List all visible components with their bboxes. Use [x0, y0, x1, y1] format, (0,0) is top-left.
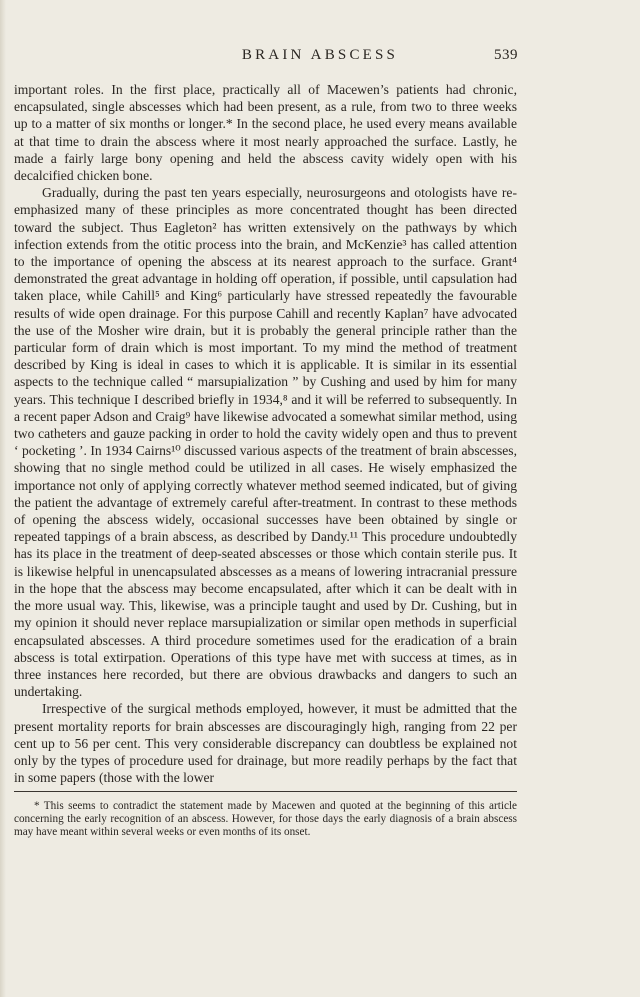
footnote-rule	[14, 791, 517, 792]
running-head	[0, 47, 640, 69]
page-spine-shadow	[0, 0, 6, 997]
paragraph-1: important roles. In the first place, practically all of Macewen’s patients had chronic, encapsulated, single abscesses which had been present, as a rule, from two to three weeks up to a matter of six months or longer.* In the second place, he used every means available at that time to drain the abscess where it most nearly approached the surface. Lastly, he made a fairly large bony opening and held the abscess cavity widely open with his decalcified chicken bone.	[14, 82, 517, 184]
body-text	[14, 81, 517, 786]
footnote: * This seems to contradict the statement made by Macewen and quoted at the beginning of this article concerning the early recognition of an abscess. However, for those days the early diagnosis of a brain abscess may have meant within several weeks or even months of its onset.	[14, 800, 517, 838]
paragraph-3: Irrespective of the surgical methods employed, however, it must be admitted that the present mortality reports for brain abscesses are discouragingly high, ranging from 22 per cent up to 56 per cent. This very considerable discrepancy can doubtless be explained not only by the types of procedure used for drainage, but more readily perhaps by the fact that in some papers (those with the lower	[14, 701, 517, 786]
paragraph-2: Gradually, during the past ten years especially, neurosurgeons and otologists have re-emphasized many of these principles as more concentrated thought has been directed toward the subject. Thus Eagleton² has written extensively on the pathways by which infection extends from the otitic process into the brain, and McKenzie³ has called attention to the importance of opening the abscess at its nearest approach to the surface. Grant⁴ demonstrated the great advantage in holding off operation, if possible, until capsulation had taken place, while Cahill⁵ and King⁶ particularly have stressed repeatedly the favourable results of wide open drainage. For this purpose Cahill and recently Kaplan⁷ have advocated the use of the Mosher wire drain, but it is probably the general principle rather than the particular form of drain which is most important. To my mind the method of treatment described by King is ideal in cases to which it is applicable. It is similar in its essential aspects to the technique called “ marsupialization ” by Cushing and used by him for many years. This technique I described briefly in 1934,⁸ and it will be referred to subsequently. In a recent paper Adson and Craig⁹ have likewise advocated a somewhat similar method, using two catheters and gauze packing in order to hold the cavity widely open and thus to prevent ‘ pocketing ’. In 1934 Cairns¹⁰ discussed various aspects of the treatment of brain abscesses, showing that no single method could be utilized in all cases. He wisely emphasized the importance not only of applying correctly whatever method seemed indicated, but of giving the patient the advantage of extremely careful after-treatment. In contrast to these methods of opening the abscess widely, occasional successes have been obtained by single or repeated tappings of a brain abscess, as described by Dandy.¹¹ This procedure undoubtedly has its place in the treatment of deep-seated abscesses or those which contain sterile pus. It is likewise helpful in unencapsulated abscesses as a means of lowering intracranial pressure in the hope that the abscess may become encapsulated, after which it can be dealt with in the more usual way. This, likewise, was a principle taught and used by Dr. Cushing, but in my opinion it should never replace marsupialization or similar open methods in superficial encapsulated abscesses. A third procedure sometimes used for the eradication of a brain abscess is total extirpation. Operations of this type have met with success at times, as in three instances here recorded, but there are obvious drawbacks and dangers to such an undertaking.	[14, 185, 517, 700]
page-number: 539	[494, 47, 518, 63]
running-title: BRAIN ABSCESS	[241, 47, 399, 63]
